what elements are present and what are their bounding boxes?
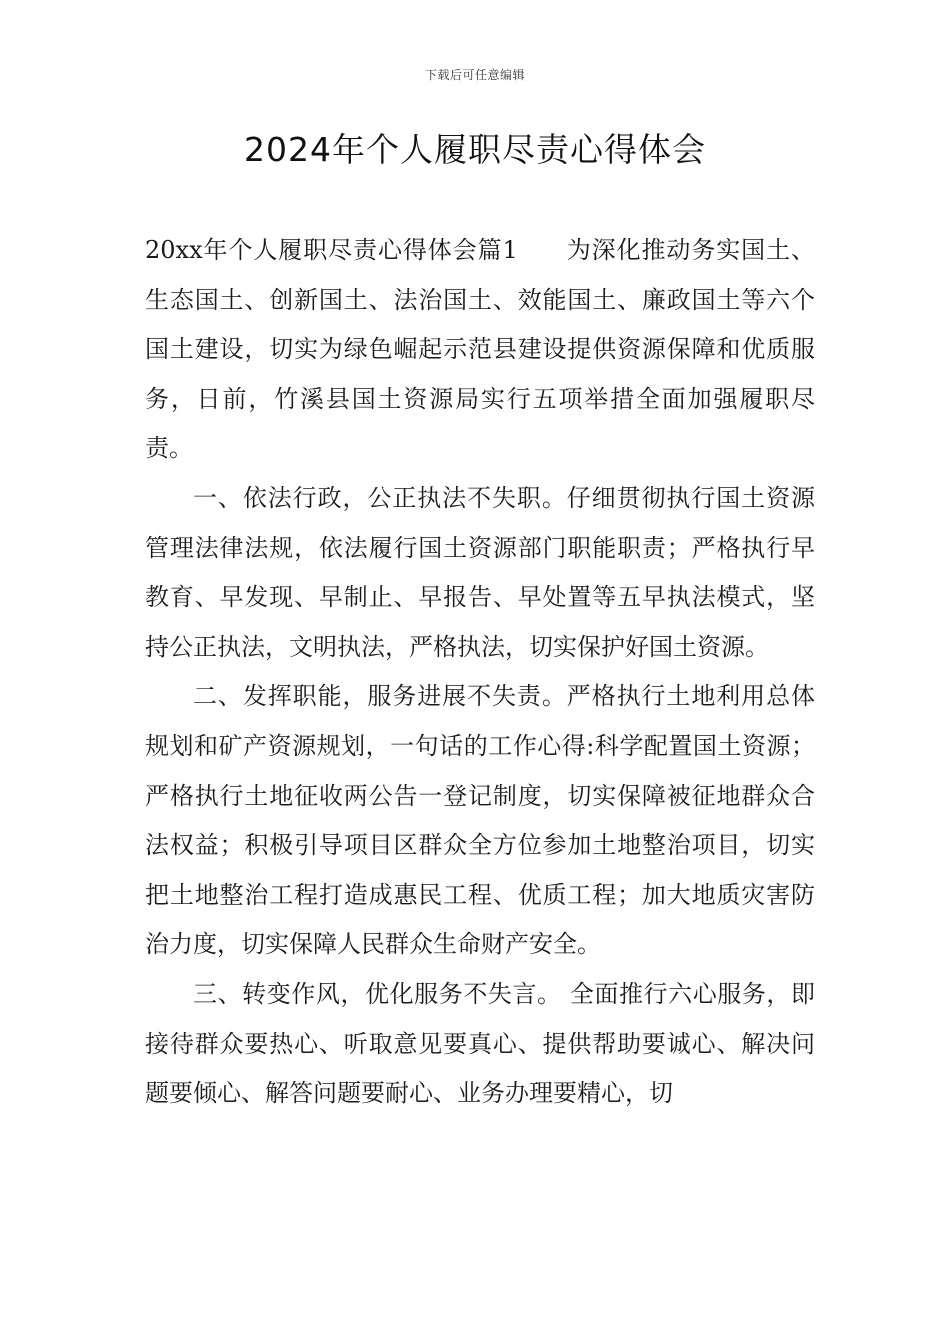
- document-body: [145, 226, 815, 1119]
- paragraph-section-1: 一、依法行政，公正执法不失职。仔细贯彻执行国土资源管理法律法规，依法履行国土资源部门职能职责；严格执行早教育、早发现、早制止、早报告、早处置等五早执法模式，坚持公正执法，文明执法，严格执法，切实保护好国土资源。: [145, 483, 815, 661]
- paragraph-intro: [145, 226, 815, 474]
- document-title: 2024年个人履职尽责心得体会: [244, 130, 706, 169]
- paragraph-intro-lead: 20xx年个人履职尽责心得体会篇1: [145, 236, 518, 264]
- header-note: 下载后可任意编辑: [424, 68, 525, 82]
- paragraph-intro-text: 为深化推动务实国土、生态国土、创新国土、法治国土、效能国土、廉政国土等六个国土建设，切实为绿色崛起示范县建设提供资源保障和优质服务，日前，竹溪县国土资源局实行五项举措全面加强履职尽责。: [145, 236, 815, 463]
- paragraph-section-2: 二、发挥职能，服务进展不失责。严格执行土地利用总体规划和矿产资源规划，一句话的工作心得:科学配置国土资源；严格执行土地征收两公告一登记制度，切实保障被征地群众合法权益；积极引导项目区群众全方位参加土地整治项目，切实把土地整治工程打造成惠民工程、优质工程；加大地质灾害防治力度，切实保障人民群众生命财产安全。: [145, 682, 815, 959]
- paragraph-section-3: 三、转变作风，优化服务不失言。 全面推行六心服务，即接待群众要热心、听取意见要真心、提供帮助要诚心、解决问题要倾心、解答问题要耐心、业务办理要精心，切: [145, 979, 815, 1108]
